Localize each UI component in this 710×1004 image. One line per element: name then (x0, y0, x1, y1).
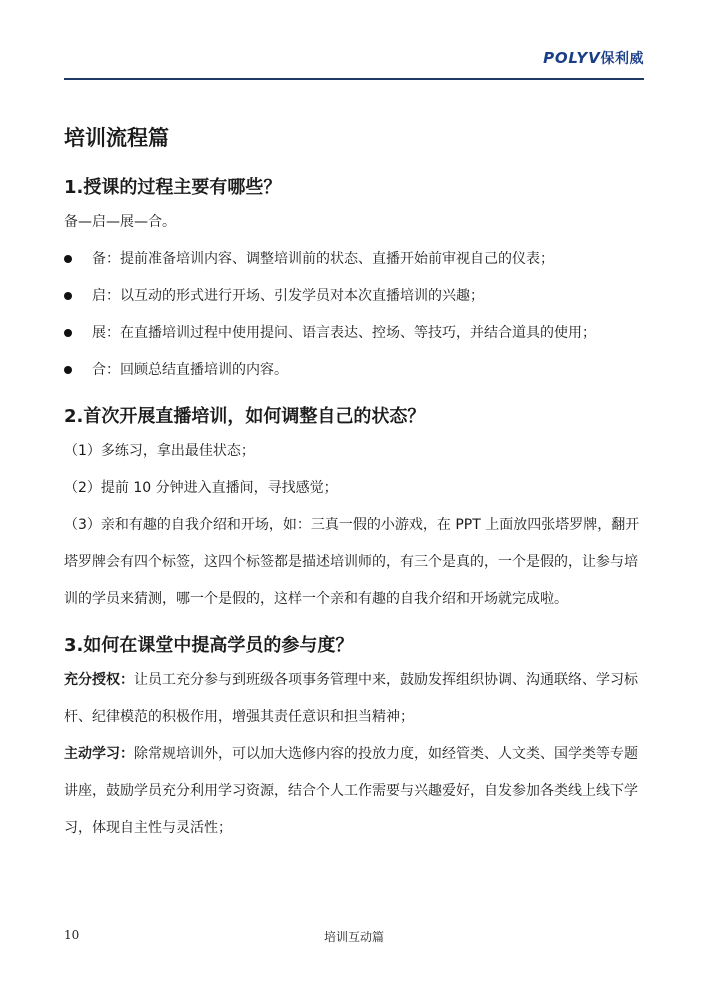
list-item (64, 315, 648, 352)
page-header (64, 40, 644, 80)
paragraph-text: 让员工充分参与到班级各项事务管理中来，鼓励发挥组织协调、沟通联络、学习标杆、纪律模范的积极作用，增强其责任意识和担当精神； (64, 672, 638, 725)
list-item (64, 241, 648, 278)
paragraph-lead: 主动学习： (64, 746, 134, 762)
section-heading-1: 1.授课的过程主要有哪些？ (64, 177, 282, 198)
section-heading-2: 2.首次开展直播培训，如何调整自己的状态？ (64, 406, 426, 427)
section-3-paragraph-1 (64, 662, 648, 736)
list-item (64, 278, 648, 315)
section-2-item-3: （3）亲和有趣的自我介绍和开场，如：三真一假的小游戏，在 PPT 上面放四张塔罗牌，翻开塔罗牌会有四个标签，这四个标签都是描述培训师的，有三个是真的，一个是假的，让参与培训的学员来猜测，哪一个是假的，这样一个亲和有趣的自我介绍和开场就完成啦。 (64, 517, 640, 607)
footer-title: 培训互动篇 (323, 930, 384, 944)
brand-logo-latin: POLYV (543, 49, 601, 67)
brand-logo-cn: 保利威 (600, 51, 644, 67)
section-3-paragraph-2 (64, 736, 648, 847)
list-item-text: 展：在直播培训过程中使用提问、语言表达、控场、等技巧，并结合道具的使用； (92, 325, 596, 341)
bullet-icon (64, 366, 72, 374)
bullet-icon (64, 255, 72, 263)
bullet-icon (64, 329, 72, 337)
section-1-intro: 备—启—展—合。 (64, 214, 176, 230)
page-number: 10 (64, 928, 80, 942)
list-item (64, 352, 648, 389)
bullet-icon (64, 292, 72, 300)
brand-logo (543, 48, 644, 68)
page-title: 培训流程篇 (64, 126, 169, 150)
page-footer (64, 928, 644, 948)
list-item-text: 合：回顾总结直播培训的内容。 (92, 362, 288, 378)
paragraph-text: 除常规培训外，可以加大选修内容的投放力度，如经管类、人文类、国学类等专题讲座，鼓励学员充分利用学习资源，结合个人工作需要与兴趣爱好，自发参加各类线上线下学习，体现自主性与灵活性； (64, 746, 638, 836)
section-2-item-2: （2）提前 10 分钟进入直播间，寻找感觉； (64, 480, 338, 496)
section-heading-3: 3.如何在课堂中提高学员的参与度？ (64, 635, 354, 656)
list-item-text: 启：以互动的形式进行开场、引发学员对本次直播培训的兴趣； (92, 288, 484, 304)
section-1-bullet-list (64, 241, 648, 389)
list-item-text: 备：提前准备培训内容、调整培训前的状态、直播开始前审视自己的仪表； (92, 251, 554, 267)
paragraph-lead: 充分授权： (64, 672, 134, 688)
section-2-item-1: （1）多练习，拿出最佳状态； (64, 443, 255, 459)
document-body (64, 120, 648, 847)
